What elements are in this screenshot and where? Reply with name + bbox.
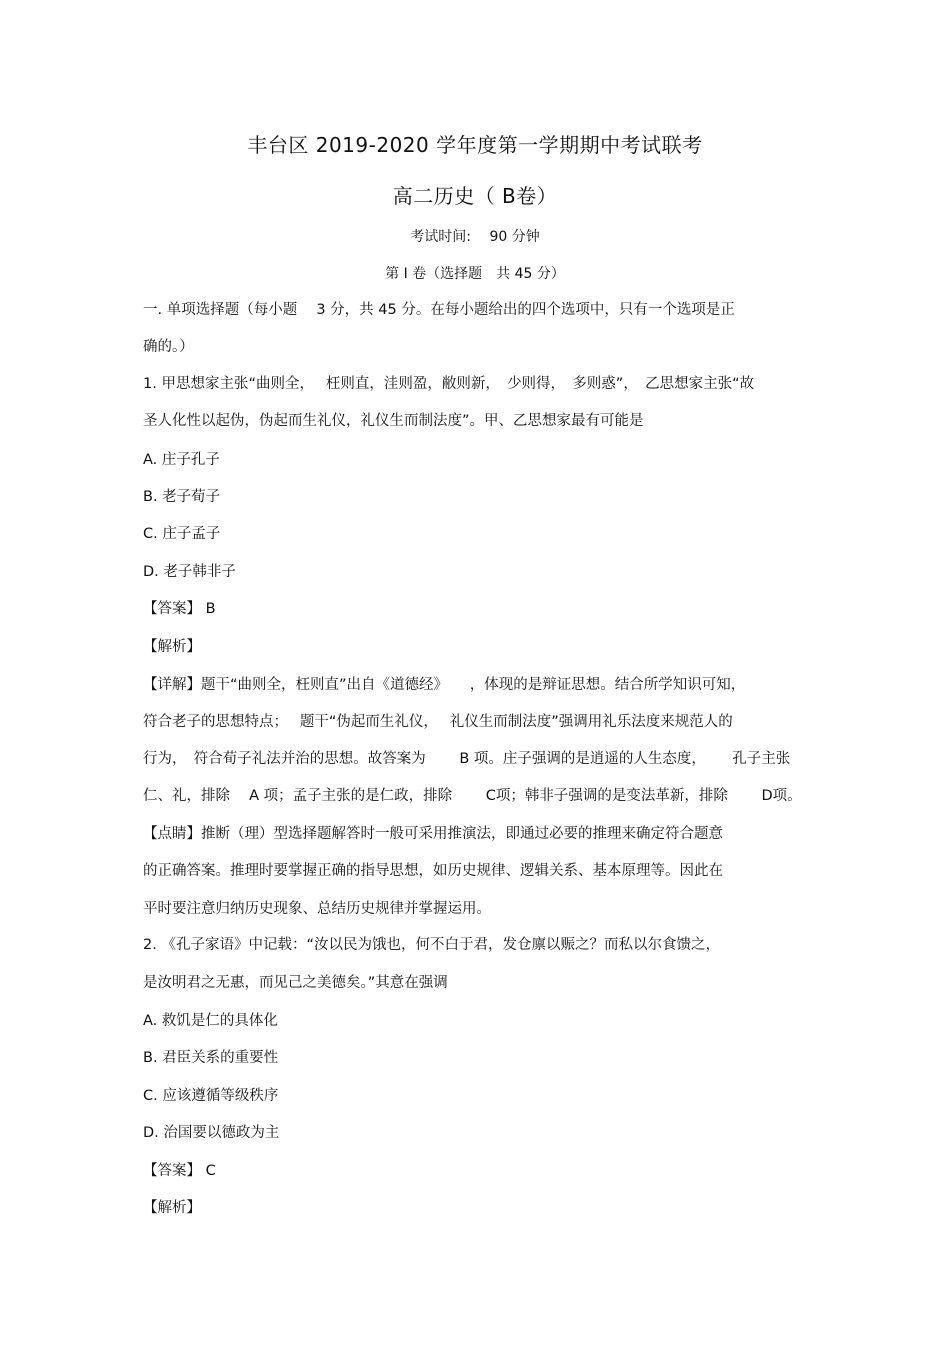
instructions-line-1: 一. 单项选择题（每小题 3 分，共 45 分。在每小题给出的四个选项中，只有一个选项是正 <box>143 302 735 318</box>
q1-option-c: C. 庄子孟子 <box>143 526 221 542</box>
q1-tip-line-1: 【点睛】推断（理）型选择题解答时一般可采用推演法，即通过必要的推理来确定符合题意 <box>143 826 723 842</box>
exam-title: 丰台区 2019-2020 学年度第一学期期中考试联考 <box>247 133 703 157</box>
q1-tip-line-2: 的正确答案。推理时要掌握正确的指导思想，如历史规律、逻辑关系、基本原理等。因此在 <box>143 863 723 879</box>
q1-detail-line-2: 符合老子的思想特点； 题干“伪起而生礼仪， 礼仪生而制法度”强调用礼乐法度来规范人的 <box>143 714 733 730</box>
q2-option-b: B. 君臣关系的重要性 <box>143 1050 279 1066</box>
q1-detail-line-4: 仁、礼，排除 A 项；孟子主张的是仁政，排除 C项；韩非子强调的是变法革新，排除 D项。 <box>143 788 802 804</box>
q1-detail-line-1: 【详解】题干“曲则全，枉则直”出自《道德经》 ，体现的是辩证思想。结合所学知识可知， <box>143 677 746 693</box>
q1-stem-line-2: 圣人化性以起伪，伪起而生礼仪，礼仪生而制法度”。甲、乙思想家最有可能是 <box>143 413 644 429</box>
q1-answer: 【答案】 B <box>143 601 216 617</box>
q1-analysis-label: 【解析】 <box>143 639 201 655</box>
q1-detail-line-3: 行为， 符合荀子礼法并治的思想。故答案为 B 项。庄子强调的是逍遥的人生态度， 孔子主张 <box>143 751 791 767</box>
section-heading: 第 I 卷（选择题 共 45 分） <box>385 266 565 282</box>
q1-option-b: B. 老子荀子 <box>143 489 221 505</box>
q2-option-d: D. 治国要以德政为主 <box>143 1125 280 1141</box>
exam-subtitle: 高二历史（ B卷） <box>392 184 558 208</box>
q2-answer: 【答案】 C <box>143 1163 216 1179</box>
q1-tip-line-3: 平时要注意归纳历史现象、总结历史规律并掌握运用。 <box>143 901 491 917</box>
q2-stem-line-1: 2. 《孔子家语》中记载：“汝以民为饿也，何不白于君，发仓廪以赈之？而私以尔食馈之， <box>143 937 720 953</box>
q2-analysis-label: 【解析】 <box>143 1200 201 1216</box>
q2-option-c: C. 应该遵循等级秩序 <box>143 1088 279 1104</box>
instructions-line-2: 确的。） <box>143 339 194 355</box>
exam-time: 考试时间: 90 分钟 <box>410 229 540 245</box>
q1-option-a: A. 庄子孔子 <box>143 452 220 468</box>
q1-option-d: D. 老子韩非子 <box>143 564 236 580</box>
q2-option-a: A. 救饥是仁的具体化 <box>143 1013 278 1029</box>
q1-stem-line-1: 1. 甲思想家主张“曲则全， 枉则直，洼则盈，敝则新， 少则得， 多则惑”， 乙思想家主张“故 <box>143 376 755 392</box>
q2-stem-line-2: 是汝明君之无惠，而见己之美德矣。”其意在强调 <box>143 975 448 991</box>
